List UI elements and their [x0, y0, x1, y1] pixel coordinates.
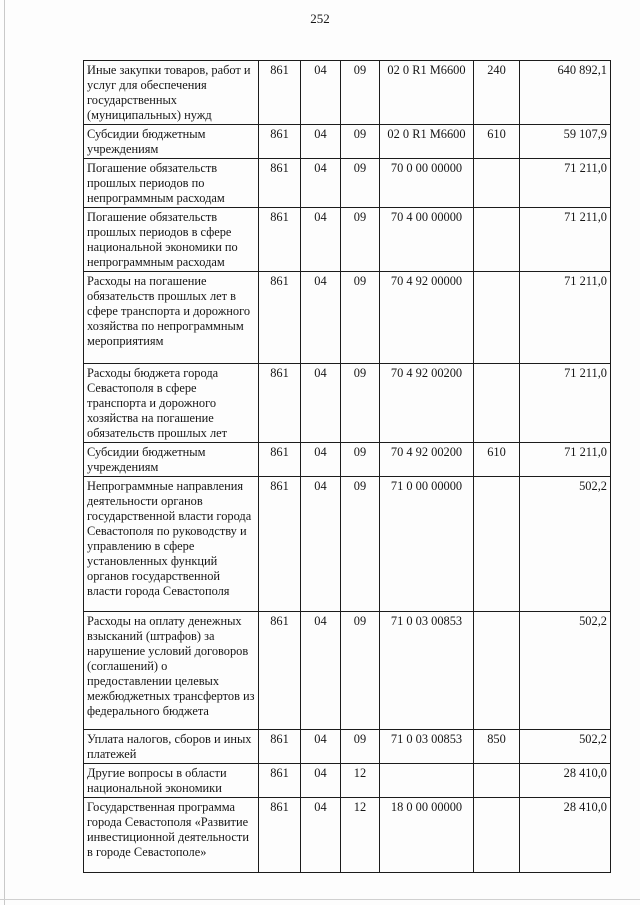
table-row [84, 443, 611, 477]
row-name: Субсидии бюджетным учреждениям [84, 125, 259, 159]
amount: 502,2 [520, 477, 611, 612]
amount: 502,2 [520, 612, 611, 730]
target-article-code [380, 764, 474, 798]
table-row [84, 208, 611, 272]
expense-type-code [474, 477, 520, 612]
row-name: Иные закупки товаров, работ и услуг для обеспечения государственных (муниципальных) нужд [84, 61, 259, 125]
section-code: 04 [301, 125, 341, 159]
table-row [84, 159, 611, 208]
target-article-code: 70 4 00 00000 [380, 208, 474, 272]
subsection-code: 12 [341, 764, 380, 798]
row-name: Государственная программа города Севастополя «Развитие инвестиционной деятельности в городе Севастополе» [84, 798, 259, 873]
row-name: Непрограммные направления деятельности органов государственной власти города Севастополя по руководству и управлению в сфере установленных функций органов государственной власти города Севастополя [84, 477, 259, 612]
target-article-code: 71 0 03 00853 [380, 730, 474, 764]
subsection-code: 12 [341, 798, 380, 873]
section-code: 04 [301, 364, 341, 443]
amount: 28 410,0 [520, 798, 611, 873]
expense-type-code [474, 764, 520, 798]
target-article-code: 70 4 92 00000 [380, 272, 474, 364]
subsection-code: 09 [341, 272, 380, 364]
target-article-code: 71 0 00 00000 [380, 477, 474, 612]
table-row [84, 477, 611, 612]
expense-type-code [474, 798, 520, 873]
table-row [84, 272, 611, 364]
target-article-code: 70 0 00 00000 [380, 159, 474, 208]
section-code: 04 [301, 730, 341, 764]
section-code: 04 [301, 798, 341, 873]
scan-edge [0, 899, 640, 900]
ministry-code: 861 [259, 159, 301, 208]
subsection-code: 09 [341, 443, 380, 477]
row-name: Погашение обязательств прошлых периодов в сфере национальной экономики по непрограммным расходам [84, 208, 259, 272]
expense-type-code: 850 [474, 730, 520, 764]
amount: 28 410,0 [520, 764, 611, 798]
subsection-code: 09 [341, 159, 380, 208]
row-name: Другие вопросы в области национальной экономики [84, 764, 259, 798]
ministry-code: 861 [259, 612, 301, 730]
table-row [84, 364, 611, 443]
row-name: Уплата налогов, сборов и иных платежей [84, 730, 259, 764]
ministry-code: 861 [259, 364, 301, 443]
subsection-code: 09 [341, 61, 380, 125]
ministry-code: 861 [259, 272, 301, 364]
target-article-code: 70 4 92 00200 [380, 443, 474, 477]
table-row [84, 125, 611, 159]
row-name: Субсидии бюджетным учреждениям [84, 443, 259, 477]
amount: 640 892,1 [520, 61, 611, 125]
expense-type-code [474, 208, 520, 272]
section-code: 04 [301, 477, 341, 612]
row-name: Погашение обязательств прошлых периодов по непрограммным расходам [84, 159, 259, 208]
subsection-code: 09 [341, 477, 380, 612]
table-row [84, 798, 611, 873]
row-name: Расходы на оплату денежных взысканий (штрафов) за нарушение условий договоров (соглашений) о предоставлении целевых межбюджетных трансфертов из федерального бюджета [84, 612, 259, 730]
row-name: Расходы на погашение обязательств прошлых лет в сфере транспорта и дорожного хозяйства по непрограммным мероприятиям [84, 272, 259, 364]
ministry-code: 861 [259, 477, 301, 612]
subsection-code: 09 [341, 125, 380, 159]
section-code: 04 [301, 612, 341, 730]
subsection-code: 09 [341, 208, 380, 272]
table-row [84, 764, 611, 798]
section-code: 04 [301, 208, 341, 272]
expense-type-code: 240 [474, 61, 520, 125]
ministry-code: 861 [259, 730, 301, 764]
subsection-code: 09 [341, 612, 380, 730]
amount: 71 211,0 [520, 208, 611, 272]
section-code: 04 [301, 764, 341, 798]
expense-type-code [474, 364, 520, 443]
section-code: 04 [301, 159, 341, 208]
ministry-code: 861 [259, 61, 301, 125]
expense-type-code [474, 159, 520, 208]
section-code: 04 [301, 272, 341, 364]
ministry-code: 861 [259, 125, 301, 159]
amount: 71 211,0 [520, 364, 611, 443]
amount: 71 211,0 [520, 443, 611, 477]
page-number: 252 [310, 11, 330, 26]
section-code: 04 [301, 61, 341, 125]
subsection-code: 09 [341, 364, 380, 443]
budget-table [83, 60, 611, 873]
expense-type-code [474, 612, 520, 730]
expense-type-code [474, 272, 520, 364]
ministry-code: 861 [259, 208, 301, 272]
amount: 502,2 [520, 730, 611, 764]
table-row [84, 730, 611, 764]
section-code: 04 [301, 443, 341, 477]
table-row [84, 61, 611, 125]
target-article-code: 18 0 00 00000 [380, 798, 474, 873]
target-article-code: 02 0 R1 M6600 [380, 125, 474, 159]
amount: 59 107,9 [520, 125, 611, 159]
target-article-code: 70 4 92 00200 [380, 364, 474, 443]
row-name: Расходы бюджета города Севастополя в сфере транспорта и дорожного хозяйства на погашение обязательств прошлых лет [84, 364, 259, 443]
ministry-code: 861 [259, 443, 301, 477]
target-article-code: 02 0 R1 M6600 [380, 61, 474, 125]
expense-type-code: 610 [474, 125, 520, 159]
target-article-code: 71 0 03 00853 [380, 612, 474, 730]
ministry-code: 861 [259, 764, 301, 798]
ministry-code: 861 [259, 798, 301, 873]
table-row [84, 612, 611, 730]
subsection-code: 09 [341, 730, 380, 764]
scan-edge [4, 0, 5, 905]
amount: 71 211,0 [520, 159, 611, 208]
expense-type-code: 610 [474, 443, 520, 477]
amount: 71 211,0 [520, 272, 611, 364]
